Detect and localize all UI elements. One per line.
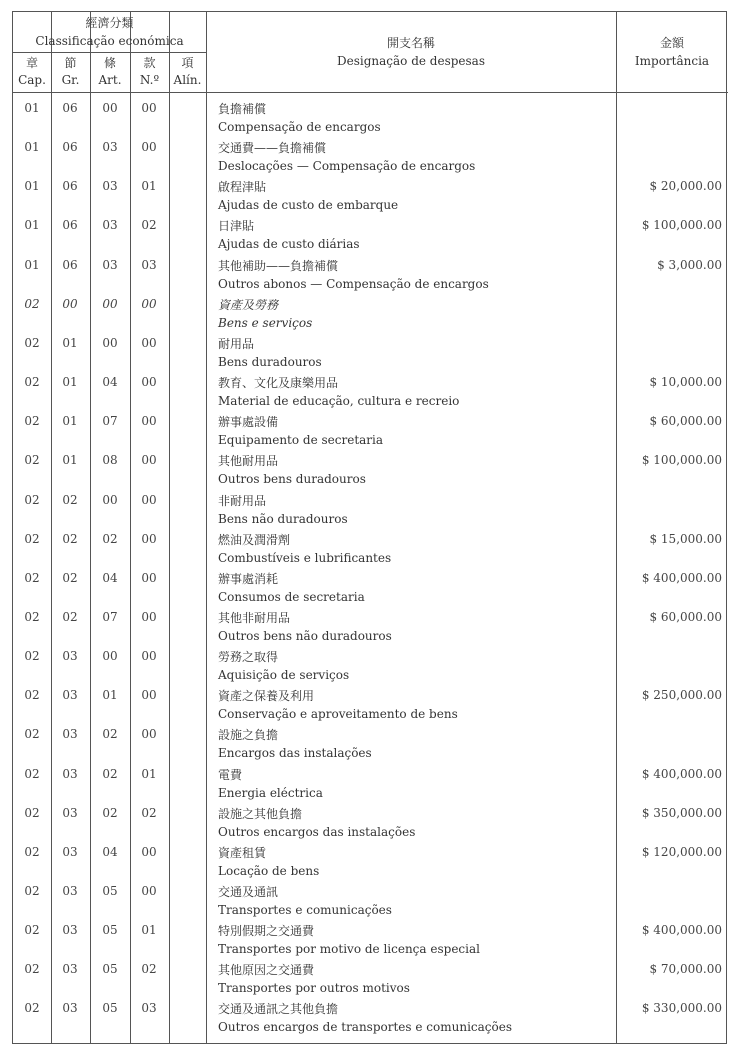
amount-value: $ 20,000.00 [649, 179, 722, 194]
cap-code: 02 [24, 335, 40, 350]
col-art-pt: Art. [98, 73, 122, 87]
gr-code: 03 [62, 805, 78, 820]
designation-zh-text: 設施之負擔 [218, 728, 279, 743]
gr-code: 02 [62, 609, 78, 624]
cap-code: 02 [24, 531, 40, 546]
art-code: 05 [102, 962, 118, 977]
designation-pt-text: Consumos de secretaria [218, 589, 365, 604]
amount-value: $ 120,000.00 [641, 844, 722, 859]
designation-zh-text: 啟程津貼 [218, 180, 267, 195]
table-row [13, 256, 728, 295]
designation-pt-text: Ajudas de custo de embarque [218, 198, 399, 213]
n-code: 00 [141, 570, 157, 585]
designation-zh-text: 特別假期之交通費 [218, 924, 315, 939]
gr-code: 03 [62, 962, 78, 977]
designation-pt-text: Deslocações — Compensação de encargos [218, 159, 476, 174]
col-gr-zh: 節 [64, 56, 77, 70]
designation-pt-text: Material de educação, cultura e recreio [218, 394, 460, 409]
gr-code: 03 [62, 649, 78, 664]
col-gr-pt: Gr. [61, 73, 80, 87]
amount-zh: 金額 [659, 36, 684, 50]
n-code: 00 [141, 688, 157, 703]
cap-code: 02 [24, 805, 40, 820]
n-code: 03 [141, 257, 157, 272]
table-row [13, 451, 728, 490]
cap-code: 02 [24, 688, 40, 703]
n-code: 00 [141, 531, 157, 546]
art-code: 00 [102, 492, 118, 507]
art-code: 02 [102, 766, 118, 781]
col-cap-zh: 章 [25, 56, 38, 70]
designation-pt-text: Outros encargos das instalações [218, 824, 416, 839]
art-code: 05 [102, 884, 118, 898]
art-code: 00 [102, 296, 118, 311]
designation-zh-text: 辦事處消耗 [218, 571, 279, 586]
table-row [13, 999, 728, 1038]
n-code: 01 [141, 766, 157, 781]
art-code: 07 [102, 414, 118, 429]
designation-pt-text: Ajudas de custo diárias [218, 237, 360, 252]
n-code: 00 [141, 649, 157, 664]
table-row [13, 921, 728, 960]
col-n-pt: N.º [139, 73, 160, 87]
designation-zh-text: 交通費——負擔補償 [218, 141, 327, 156]
amount-value: $ 60,000.00 [649, 609, 722, 624]
cap-code: 02 [24, 649, 40, 664]
designation-zh-text: 負擔補償 [218, 102, 267, 116]
art-code: 00 [102, 101, 118, 115]
cap-code: 02 [24, 844, 40, 859]
art-code: 02 [102, 805, 118, 820]
designation-zh-text: 其他非耐用品 [218, 610, 291, 625]
cap-code: 02 [24, 414, 40, 429]
art-code: 01 [102, 688, 118, 703]
table-row [13, 686, 728, 725]
designation-pt-text: Encargos das instalações [218, 746, 372, 761]
cap-code: 02 [24, 884, 40, 898]
designation-pt-text: Outros bens não duradouros [218, 628, 392, 643]
gr-code: 06 [62, 140, 78, 155]
col-cap-pt: Cap. [18, 73, 46, 87]
designation-zh-text: 耐用品 [218, 336, 255, 351]
gr-code: 03 [62, 884, 78, 898]
designation-pt-text: Bens e serviços [218, 315, 313, 330]
designation-zh-text: 燃油及潤滑劑 [218, 532, 291, 547]
designation-zh-text: 教育、文化及康樂用品 [218, 376, 339, 391]
designation-zh-text: 設施之其他負擔 [218, 806, 303, 821]
amount-value: $ 400,000.00 [641, 923, 722, 938]
art-code: 03 [102, 218, 118, 233]
cap-code: 01 [24, 179, 40, 194]
table-row [13, 843, 728, 882]
table-row [13, 765, 728, 804]
designation-zh-text: 日津貼 [218, 219, 255, 234]
table-row [13, 882, 728, 921]
cap-code: 02 [24, 453, 40, 468]
header-bottom-rule [13, 92, 728, 93]
designation-pt-text: Energia eléctrica [218, 785, 323, 800]
cap-code: 02 [24, 766, 40, 781]
col-art-zh: 條 [103, 56, 116, 70]
designation-zh-text: 交通及通訊 [218, 885, 279, 899]
cap-code: 02 [24, 962, 40, 977]
amount-value: $ 3,000.00 [657, 257, 722, 272]
art-code: 03 [102, 140, 118, 155]
gr-code: 01 [62, 453, 78, 468]
designation-pt: Designação de despesas [337, 54, 485, 68]
art-code: 00 [102, 335, 118, 350]
designation-pt-text: Transportes por outros motivos [218, 981, 410, 996]
designation-zh: 開支名稱 [386, 36, 435, 50]
designation-zh-text: 勞務之取得 [218, 650, 279, 665]
amount-value: $ 70,000.00 [649, 962, 722, 977]
gr-code: 06 [62, 101, 78, 115]
designation-pt-text: Compensação de encargos [218, 120, 381, 134]
gr-code: 02 [62, 531, 78, 546]
header-divider [13, 52, 206, 53]
gr-code: 06 [62, 257, 78, 272]
n-code: 01 [141, 923, 157, 938]
table-row [13, 177, 728, 216]
n-code: 01 [141, 179, 157, 194]
n-code: 00 [141, 101, 157, 115]
designation-zh-text: 其他耐用品 [218, 454, 279, 469]
n-code: 02 [141, 218, 157, 233]
classification-zh: 經濟分類 [85, 16, 134, 30]
designation-zh-text: 其他補助——負擔補償 [218, 258, 339, 273]
art-code: 05 [102, 1001, 118, 1016]
art-code: 02 [102, 531, 118, 546]
table-row [13, 725, 728, 764]
table-row [13, 647, 728, 686]
designation-zh-text: 資產租賃 [218, 845, 267, 860]
art-code: 05 [102, 923, 118, 938]
gr-code: 01 [62, 335, 78, 350]
col-alin-zh: 項 [181, 56, 194, 70]
designation-pt-text: Aquisição de serviços [218, 668, 350, 683]
n-code: 00 [141, 884, 157, 898]
classification-pt: Classificação económica [35, 34, 184, 48]
amount-value: $ 10,000.00 [649, 375, 722, 390]
art-code: 07 [102, 609, 118, 624]
cap-code: 01 [24, 218, 40, 233]
table-row [13, 804, 728, 843]
gr-code: 03 [62, 688, 78, 703]
cap-code: 02 [24, 375, 40, 390]
amount-value: $ 15,000.00 [649, 531, 722, 546]
designation-pt-text: Transportes e comunicações [218, 903, 392, 917]
cap-code: 01 [24, 257, 40, 272]
designation-zh-text: 資產及勞務 [218, 297, 279, 312]
n-code: 02 [141, 962, 157, 977]
gr-code: 03 [62, 844, 78, 859]
designation-zh-text: 非耐用品 [218, 493, 267, 508]
n-code: 00 [141, 296, 157, 311]
gr-code: 03 [62, 923, 78, 938]
art-code: 04 [102, 570, 118, 585]
cap-code: 01 [24, 140, 40, 155]
n-code: 00 [141, 335, 157, 350]
art-code: 04 [102, 375, 118, 390]
amount-value: $ 250,000.00 [641, 688, 722, 703]
table-row [13, 608, 728, 647]
gr-code: 02 [62, 492, 78, 507]
designation-zh-text: 資產之保養及利用 [218, 689, 315, 704]
designation-pt-text: Equipamento de secretaria [218, 433, 384, 448]
amount-value: $ 330,000.00 [641, 1001, 722, 1016]
table-row [13, 334, 728, 373]
designation-pt-text: Combustíveis e lubrificantes [218, 550, 392, 565]
amount-value: $ 100,000.00 [641, 218, 722, 233]
gr-code: 01 [62, 375, 78, 390]
n-code: 00 [141, 844, 157, 859]
n-code: 00 [141, 453, 157, 468]
n-code: 00 [141, 414, 157, 429]
table-row [13, 960, 728, 999]
designation-zh-text: 其他原因之交通費 [218, 963, 315, 978]
n-code: 00 [141, 609, 157, 624]
gr-code: 02 [62, 570, 78, 585]
designation-zh-text: 電費 [218, 767, 243, 782]
designation-pt-text: Bens não duradouros [218, 511, 348, 526]
n-code: 00 [141, 727, 157, 742]
table-row [13, 491, 728, 530]
designation-pt-text: Conservação e aproveitamento de bens [218, 707, 458, 722]
art-code: 03 [102, 179, 118, 194]
n-code: 00 [141, 492, 157, 507]
cap-code: 02 [24, 923, 40, 938]
n-code: 00 [141, 375, 157, 390]
amount-value: $ 100,000.00 [641, 453, 722, 468]
table-row [13, 295, 728, 334]
amount-value: $ 400,000.00 [641, 570, 722, 585]
art-code: 03 [102, 257, 118, 272]
art-code: 08 [102, 453, 118, 468]
n-code: 02 [141, 805, 157, 820]
gr-code: 03 [62, 1001, 78, 1016]
art-code: 00 [102, 649, 118, 664]
gr-code: 06 [62, 179, 78, 194]
table-row [13, 138, 728, 177]
gr-code: 03 [62, 766, 78, 781]
designation-pt-text: Transportes por motivo de licença especial [218, 942, 480, 957]
amount-value: $ 350,000.00 [641, 805, 722, 820]
designation-zh-text: 交通及通訊之其他負擔 [218, 1002, 339, 1017]
amount-value: $ 400,000.00 [641, 766, 722, 781]
cap-code: 02 [24, 1001, 40, 1016]
gr-code: 01 [62, 414, 78, 429]
table-row [13, 412, 728, 451]
col-n-zh: 款 [143, 56, 156, 70]
n-code: 03 [141, 1001, 157, 1016]
art-code: 02 [102, 727, 118, 742]
gr-code: 06 [62, 218, 78, 233]
cap-code: 02 [24, 727, 40, 742]
cap-code: 01 [24, 101, 40, 115]
col-alin-pt: Alín. [173, 73, 202, 87]
table-row [13, 99, 728, 138]
designation-pt-text: Bens duradouros [218, 354, 322, 369]
designation-pt-text: Locação de bens [218, 863, 320, 878]
gr-code: 03 [62, 727, 78, 742]
gr-code: 00 [62, 296, 78, 311]
table-row [13, 216, 728, 255]
amount-value: $ 60,000.00 [649, 414, 722, 429]
designation-pt-text: Outros bens duradouros [218, 472, 366, 487]
n-code: 00 [141, 140, 157, 155]
cap-code: 02 [24, 296, 40, 311]
amount-pt: Importância [634, 54, 710, 68]
art-code: 04 [102, 844, 118, 859]
table-row [13, 569, 728, 608]
table-row [13, 530, 728, 569]
table-row [13, 373, 728, 412]
designation-zh-text: 辦事處設備 [218, 415, 279, 430]
cap-code: 02 [24, 492, 40, 507]
budget-table [12, 11, 727, 1044]
designation-pt-text: Outros abonos — Compensação de encargos [218, 276, 489, 291]
cap-code: 02 [24, 609, 40, 624]
cap-code: 02 [24, 570, 40, 585]
designation-pt-text: Outros encargos de transportes e comunicações [218, 1020, 512, 1035]
